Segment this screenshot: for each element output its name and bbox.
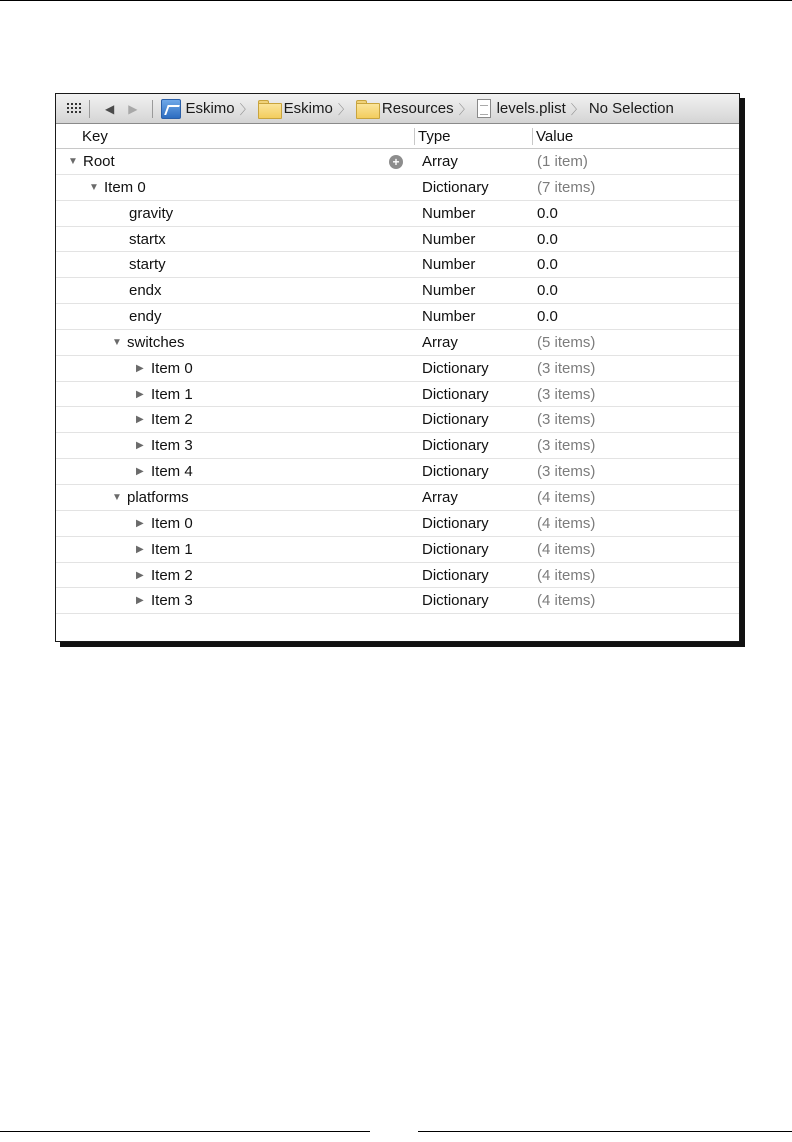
breadcrumb-resources[interactable] — [356, 94, 454, 124]
row-key[interactable]: Item 2 — [151, 566, 193, 584]
folder-icon — [258, 100, 280, 117]
row-value: (4 items) — [537, 514, 596, 532]
chevron-right-icon: 〉 — [239, 102, 253, 117]
row-value[interactable]: 0.0 — [537, 308, 558, 326]
page-rule-bottom — [418, 1131, 792, 1132]
chevron-right-icon: 〉 — [458, 102, 472, 117]
breadcrumb-label: Eskimo — [185, 100, 235, 117]
forward-arrow-icon[interactable]: ▶ — [128, 101, 138, 116]
plist-row[interactable] — [56, 459, 739, 485]
row-value: (3 items) — [537, 411, 596, 429]
row-key[interactable]: Item 1 — [151, 540, 193, 558]
plist-row[interactable] — [56, 356, 739, 382]
disclosure-triangle-collapsed-icon[interactable]: ▶ — [136, 440, 144, 452]
plist-row[interactable] — [56, 511, 739, 537]
plist-row[interactable] — [56, 304, 739, 330]
back-arrow-icon[interactable]: ◀ — [105, 101, 115, 116]
row-value: (4 items) — [537, 488, 596, 506]
plist-row-root[interactable] — [56, 149, 739, 175]
plist-row[interactable] — [56, 382, 739, 408]
plist-outline — [56, 149, 739, 614]
row-type[interactable]: Number — [422, 204, 476, 222]
breadcrumb-label: levels.plist — [496, 100, 566, 117]
column-header-value[interactable]: Value — [536, 128, 574, 145]
row-value: (3 items) — [537, 359, 596, 377]
related-items-icon[interactable] — [67, 103, 81, 115]
row-value[interactable]: 0.0 — [537, 256, 558, 274]
plist-row[interactable] — [56, 537, 739, 563]
row-key[interactable]: Root — [83, 153, 115, 170]
row-value: (4 items) — [537, 566, 596, 584]
row-key[interactable]: Item 2 — [151, 411, 193, 429]
plist-row[interactable] — [56, 407, 739, 433]
plist-row[interactable] — [56, 485, 739, 511]
plist-row[interactable] — [56, 278, 739, 304]
row-type[interactable]: Dictionary — [422, 540, 489, 558]
row-type[interactable]: Number — [422, 256, 476, 274]
disclosure-triangle-collapsed-icon[interactable]: ▶ — [136, 362, 144, 374]
row-key[interactable]: Item 0 — [151, 514, 193, 532]
row-type[interactable]: Number — [422, 282, 476, 300]
row-value: (5 items) — [537, 333, 596, 351]
row-value[interactable]: 0.0 — [537, 204, 558, 222]
row-type[interactable]: Dictionary — [422, 411, 489, 429]
row-type[interactable]: Array — [422, 153, 458, 170]
row-value: (3 items) — [537, 463, 596, 481]
row-type[interactable]: Dictionary — [422, 385, 489, 403]
jump-bar-divider — [89, 100, 90, 118]
page-rule-bottom — [0, 1131, 370, 1132]
plist-row[interactable] — [56, 433, 739, 459]
row-key[interactable]: Item 1 — [151, 385, 193, 403]
plist-row[interactable] — [56, 588, 739, 614]
plist-editor-window — [55, 93, 740, 642]
row-value: (7 items) — [537, 178, 596, 196]
disclosure-triangle-expanded-icon[interactable]: ▼ — [68, 156, 78, 167]
row-value: (4 items) — [537, 592, 596, 610]
column-header-key[interactable]: Key — [82, 128, 108, 145]
row-key[interactable]: Item 0 — [104, 178, 146, 196]
row-value[interactable]: 0.0 — [537, 282, 558, 300]
plist-row[interactable] — [56, 330, 739, 356]
breadcrumb-group[interactable] — [258, 94, 333, 124]
row-type[interactable]: Dictionary — [422, 592, 489, 610]
breadcrumb-selection[interactable] — [589, 94, 674, 124]
disclosure-triangle-collapsed-icon[interactable]: ▶ — [136, 595, 144, 607]
disclosure-triangle-collapsed-icon[interactable]: ▶ — [136, 543, 144, 555]
row-value[interactable]: 0.0 — [537, 230, 558, 248]
row-type[interactable]: Dictionary — [422, 178, 489, 196]
row-value: (3 items) — [537, 385, 596, 403]
column-divider[interactable] — [414, 128, 415, 145]
disclosure-triangle-expanded-icon[interactable]: ▼ — [112, 336, 122, 348]
chevron-right-icon: 〉 — [337, 102, 351, 117]
jump-bar-divider — [152, 100, 153, 118]
disclosure-triangle-collapsed-icon[interactable]: ▶ — [136, 414, 144, 426]
column-header — [56, 125, 739, 149]
chevron-right-icon: 〉 — [570, 102, 584, 117]
row-value: (4 items) — [537, 540, 596, 558]
row-value: (3 items) — [537, 437, 596, 455]
row-key[interactable]: switches — [127, 333, 185, 351]
disclosure-triangle-collapsed-icon[interactable]: ▶ — [136, 569, 144, 581]
plist-row[interactable] — [56, 175, 739, 201]
row-key[interactable]: endx — [129, 282, 162, 300]
column-header-type[interactable]: Type — [418, 128, 451, 145]
plist-row[interactable] — [56, 563, 739, 589]
row-key[interactable]: Item 3 — [151, 592, 193, 610]
disclosure-triangle-collapsed-icon[interactable]: ▶ — [136, 517, 144, 529]
add-item-icon[interactable]: + — [389, 155, 403, 169]
row-value: (1 item) — [537, 153, 588, 170]
row-type[interactable]: Array — [422, 488, 458, 506]
row-key[interactable]: Item 0 — [151, 359, 193, 377]
disclosure-triangle-collapsed-icon[interactable]: ▶ — [136, 466, 144, 478]
disclosure-triangle-expanded-icon[interactable]: ▼ — [112, 491, 122, 503]
breadcrumb-project[interactable] — [161, 94, 234, 124]
row-type[interactable]: Dictionary — [422, 514, 489, 532]
disclosure-triangle-expanded-icon[interactable]: ▼ — [89, 181, 99, 193]
folder-icon — [356, 100, 378, 117]
document-icon — [477, 99, 491, 118]
disclosure-triangle-collapsed-icon[interactable]: ▶ — [136, 388, 144, 400]
row-type[interactable]: Number — [422, 230, 476, 248]
page-rule-top — [0, 0, 792, 1]
row-type[interactable]: Dictionary — [422, 463, 489, 481]
row-type[interactable]: Number — [422, 308, 476, 326]
row-key[interactable]: Item 4 — [151, 463, 193, 481]
column-divider[interactable] — [532, 128, 533, 145]
xcode-project-icon — [161, 99, 181, 119]
plist-row[interactable] — [56, 201, 739, 227]
breadcrumb-file[interactable] — [477, 94, 566, 124]
breadcrumb-label: Resources — [381, 100, 454, 117]
row-key[interactable]: gravity — [129, 204, 174, 222]
row-type[interactable]: Dictionary — [422, 437, 489, 455]
plist-row[interactable] — [56, 252, 739, 278]
row-type[interactable]: Dictionary — [422, 566, 489, 584]
row-key[interactable]: Item 3 — [151, 437, 193, 455]
jump-bar — [56, 94, 739, 124]
plist-row[interactable] — [56, 227, 739, 253]
row-key[interactable]: endy — [129, 308, 162, 326]
row-key[interactable]: starty — [129, 256, 166, 274]
breadcrumb-label: Eskimo — [283, 100, 333, 117]
breadcrumb-label: No Selection — [588, 100, 674, 117]
row-key[interactable]: startx — [129, 230, 166, 248]
row-type[interactable]: Dictionary — [422, 359, 489, 377]
row-key[interactable]: platforms — [127, 488, 189, 506]
row-type[interactable]: Array — [422, 333, 458, 351]
